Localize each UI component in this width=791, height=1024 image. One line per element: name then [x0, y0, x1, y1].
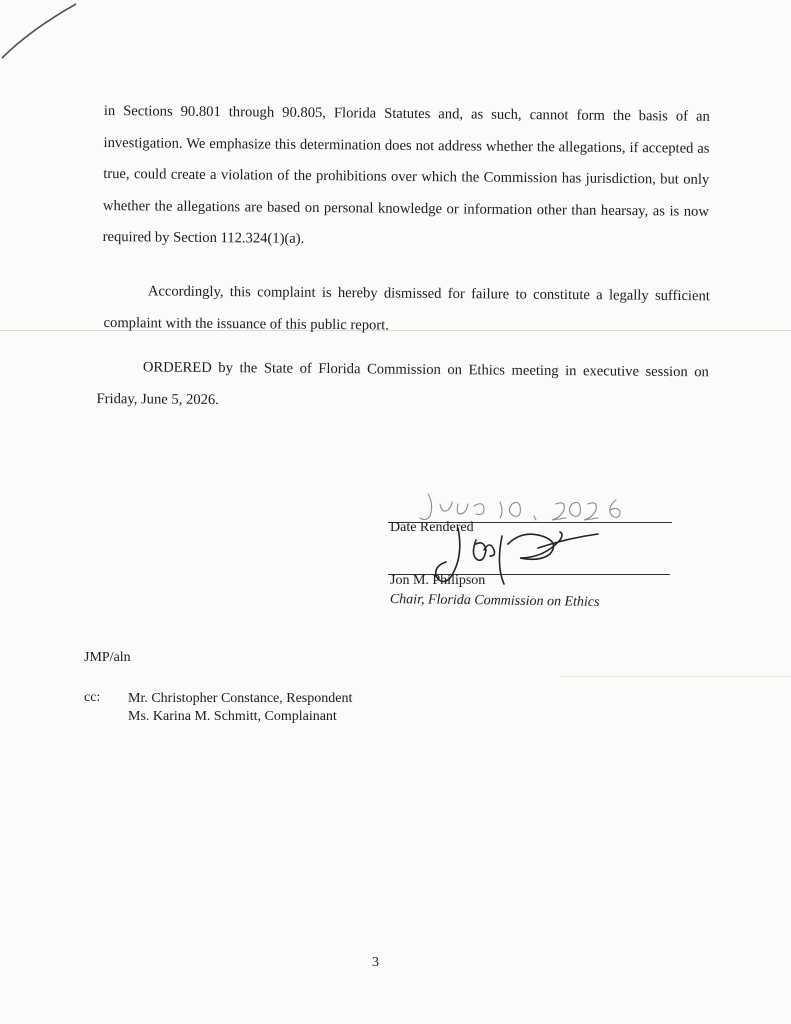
signer-title: Chair, Florida Commission on Ethics: [389, 592, 600, 610]
signer-name: Jon M. Philipson: [390, 573, 486, 588]
cc-recipient: Mr. Christopher Constance, Respondent: [128, 691, 353, 706]
scan-edge-mark: [0, 0, 80, 70]
page-number: 3: [372, 955, 379, 970]
scan-artifact-line: [560, 676, 791, 677]
typist-initials: JMP/aln: [84, 650, 131, 665]
date-rendered-label: Date Rendered: [390, 520, 474, 535]
cc-recipient: Ms. Karina M. Schmitt, Complainant: [128, 709, 337, 724]
body-paragraph: Accordingly, this complaint is hereby dismissed for failure to constitute a legally sufficient complaint with the issuance of this public report.: [103, 283, 710, 333]
body-paragraph: in Sections 90.801 through 90.805, Florida Statutes and, as such, cannot form the basis of an investigation. We emphasize this determination does not address whether the allegations, if accepted as true, could create a violation of the prohibitions over which the Commission has jurisdiction, but only whether the allegations are based on personal knowledge or information other than hearsay, as is now required by Section 112.324(1)(a).: [102, 102, 710, 247]
cc-list: [128, 690, 352, 726]
cc-label: cc:: [84, 690, 101, 705]
body-paragraph: ORDERED by the State of Florida Commission on Ethics meeting in executive session on Friday, June 5, 2026.: [96, 359, 709, 408]
